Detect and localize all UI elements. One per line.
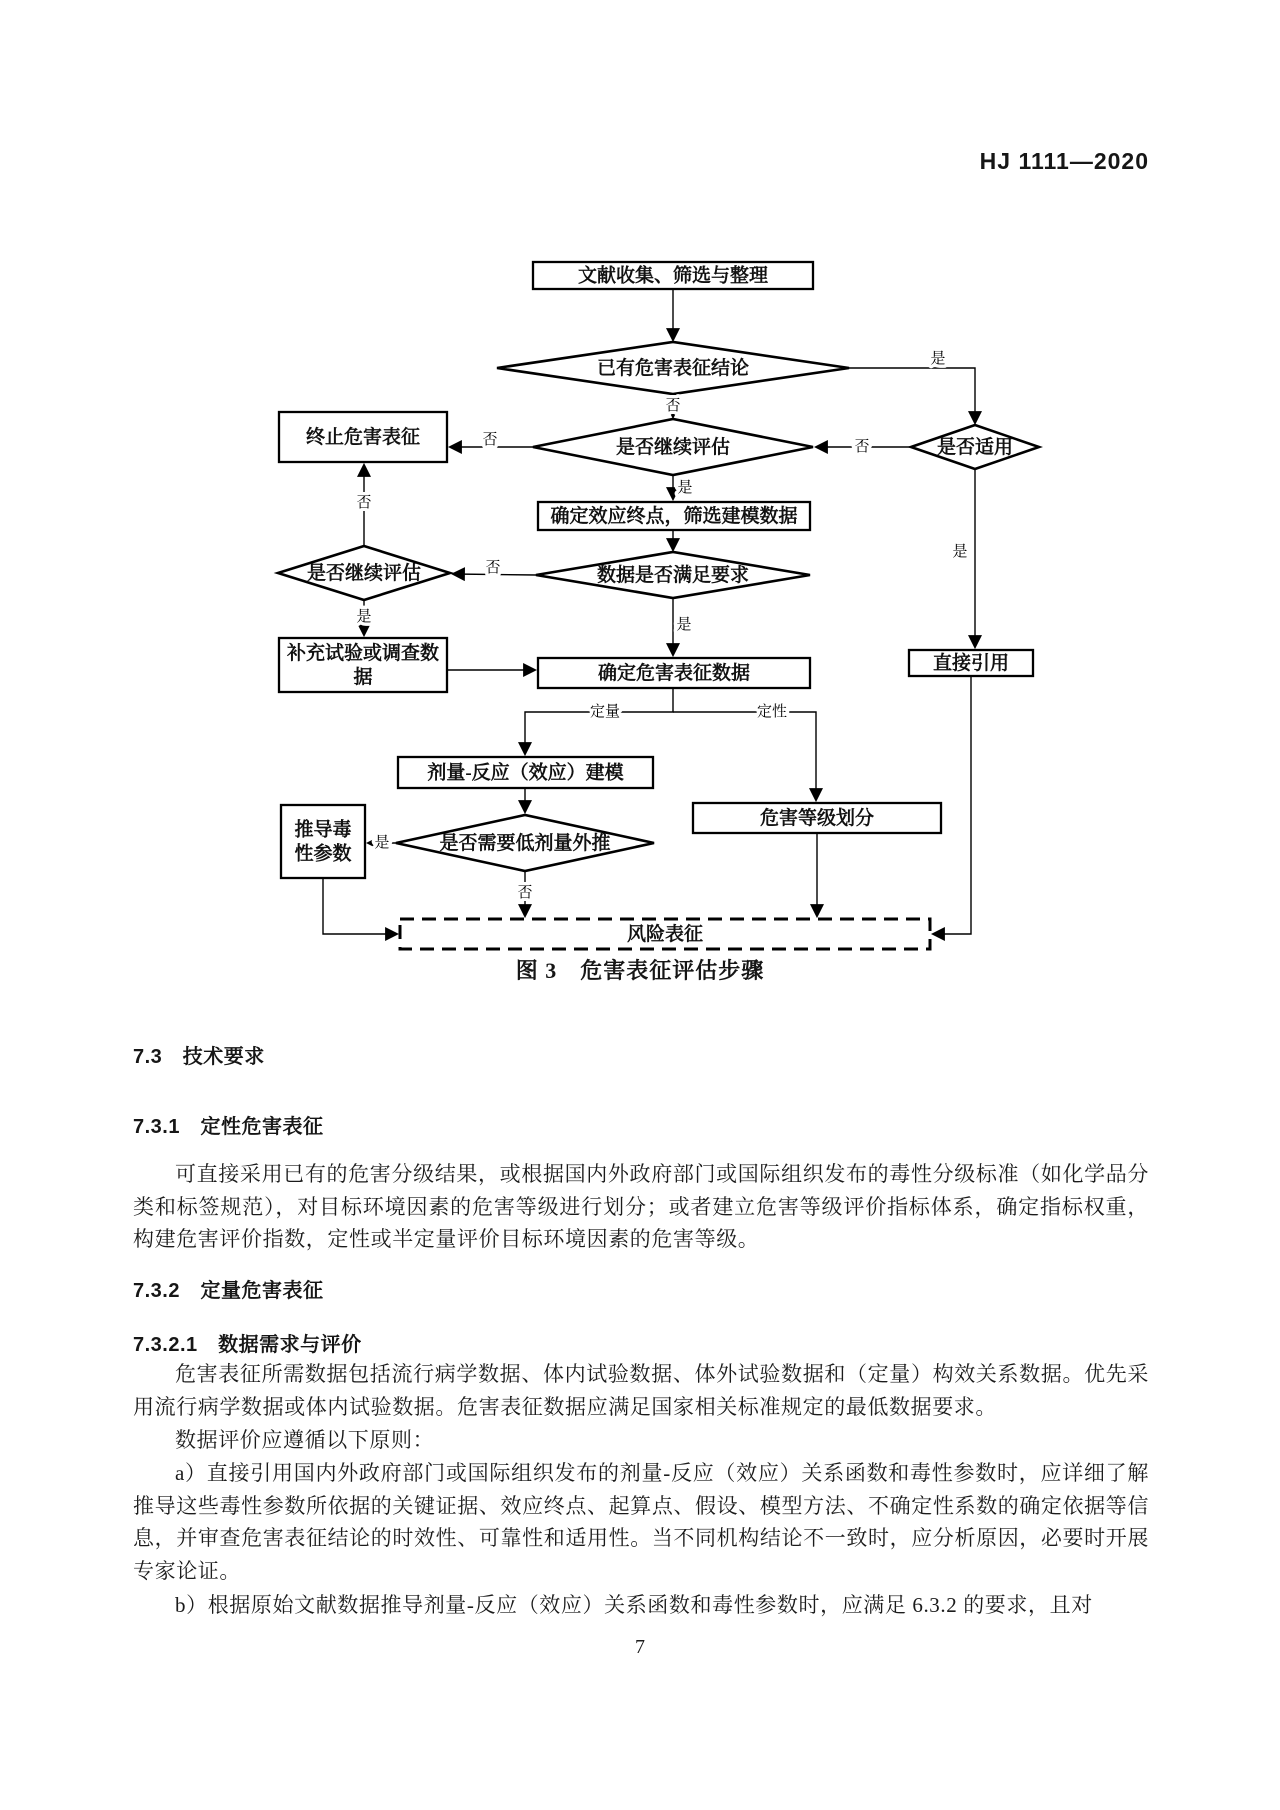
node-risk-characterization-label: 风险表征 <box>626 923 704 945</box>
node-is-applicable-label: 是否适用 <box>936 436 1014 458</box>
heading-7-3-2: 7.3.2 定量危害表征 <box>133 1280 324 1302</box>
flow-edge <box>673 712 816 800</box>
node-determine-hazard-data-label: 确定危害表征数据 <box>597 662 751 684</box>
paragraph-data-needs: 危害表征所需数据包括流行病学数据、体内试验数据、体外试验数据和（定量）构效关系数据。优先采用流行病学数据或体内试验数据。危害表征数据应满足国家相关标准规定的最低数据要求。 <box>133 1362 1149 1419</box>
page-number: 7 <box>635 1636 645 1658</box>
paragraph-qualitative: 可直接采用已有的危害分级结果，或根据国内外政府部门或国际组织发布的毒性分级标准（如化学品分类和标签规范），对目标环境因素的危害等级进行划分；或者建立危害等级评价指标体系，确定指标权重，构建危害评价指数，定性或半定量评价目标环境因素的危害等级。 <box>133 1162 1149 1252</box>
node-dose-response-model-label: 剂量-反应（效应）建模 <box>427 762 624 783</box>
node-derive-toxicity-params <box>281 805 365 878</box>
edge-label: 否 <box>482 432 498 448</box>
node-continue-eval-1-label: 是否继续评估 <box>615 436 731 458</box>
edge-label: 是 <box>356 609 372 625</box>
edge-label: 否 <box>485 560 501 576</box>
heading-7-3-2-1: 7.3.2.1 数据需求与评价 <box>133 1334 362 1356</box>
edge-label: 定量 <box>589 704 621 720</box>
edge-label: 是 <box>952 544 968 560</box>
node-continue-eval-2-label: 是否继续评估 <box>306 562 422 584</box>
paragraph-principles-intro: 数据评价应遵循以下原则： <box>175 1428 435 1452</box>
standard-number: HJ 1111—2020 <box>979 148 1149 174</box>
edge-label: 是 <box>676 617 692 633</box>
node-hazard-grading-label: 危害等级划分 <box>759 807 875 829</box>
figure-caption: 图 3 危害表征评估步骤 <box>515 958 765 983</box>
node-terminate-label: 终止危害表征 <box>305 426 421 448</box>
node-literature-collection-label: 文献收集、筛选与整理 <box>577 265 769 286</box>
node-has-hazard-conclusion-label: 已有危害表征结论 <box>596 357 750 379</box>
paragraph-item-b: b）根据原始文献数据推导剂量-反应（效应）关系函数和毒性参数时，应满足 6.3.2 的要求，且对 <box>175 1593 1093 1617</box>
edge-label: 否 <box>517 885 533 901</box>
edge-label: 是 <box>374 835 390 851</box>
node-direct-cite-label: 直接引用 <box>932 652 1010 674</box>
edge-label: 定性 <box>756 704 788 720</box>
flow-edge <box>849 368 975 423</box>
node-supplement-data-label: 补充试验或调查数据 <box>286 642 440 688</box>
edge-label: 否 <box>356 495 372 511</box>
flow-edge <box>323 878 397 934</box>
node-low-dose-extrapolation-label: 是否需要低剂量外推 <box>439 832 611 854</box>
edge-label: 否 <box>854 439 870 455</box>
node-derive-toxicity-params-label: 推导毒性参数 <box>294 819 352 864</box>
heading-7-3-1: 7.3.1 定性危害表征 <box>133 1116 324 1138</box>
edge-label: 是 <box>677 480 693 496</box>
heading-7-3: 7.3 技术要求 <box>133 1046 265 1068</box>
node-data-satisfy-label: 数据是否满足要求 <box>596 564 750 586</box>
edge-label: 是 <box>930 351 946 367</box>
edge-label: 否 <box>665 398 681 414</box>
paragraph-item-a: a）直接引用国内外政府部门或国际组织发布的剂量-反应（效应）关系函数和毒性参数时，应详细了解推导这些毒性参数所依据的关键证据、效应终点、起算点、假设、模型方法、不确定性系数的确定依据等信息，并审查危害表征结论的时效性、可靠性和适用性。当不同机构结论不一致时，应分析原因，必要时开展专家论证。 <box>133 1461 1149 1583</box>
flow-edge <box>525 688 673 754</box>
node-effect-endpoint-label: 确定效应终点，筛选建模数据 <box>550 505 798 527</box>
flowchart-nodes <box>278 262 1039 949</box>
